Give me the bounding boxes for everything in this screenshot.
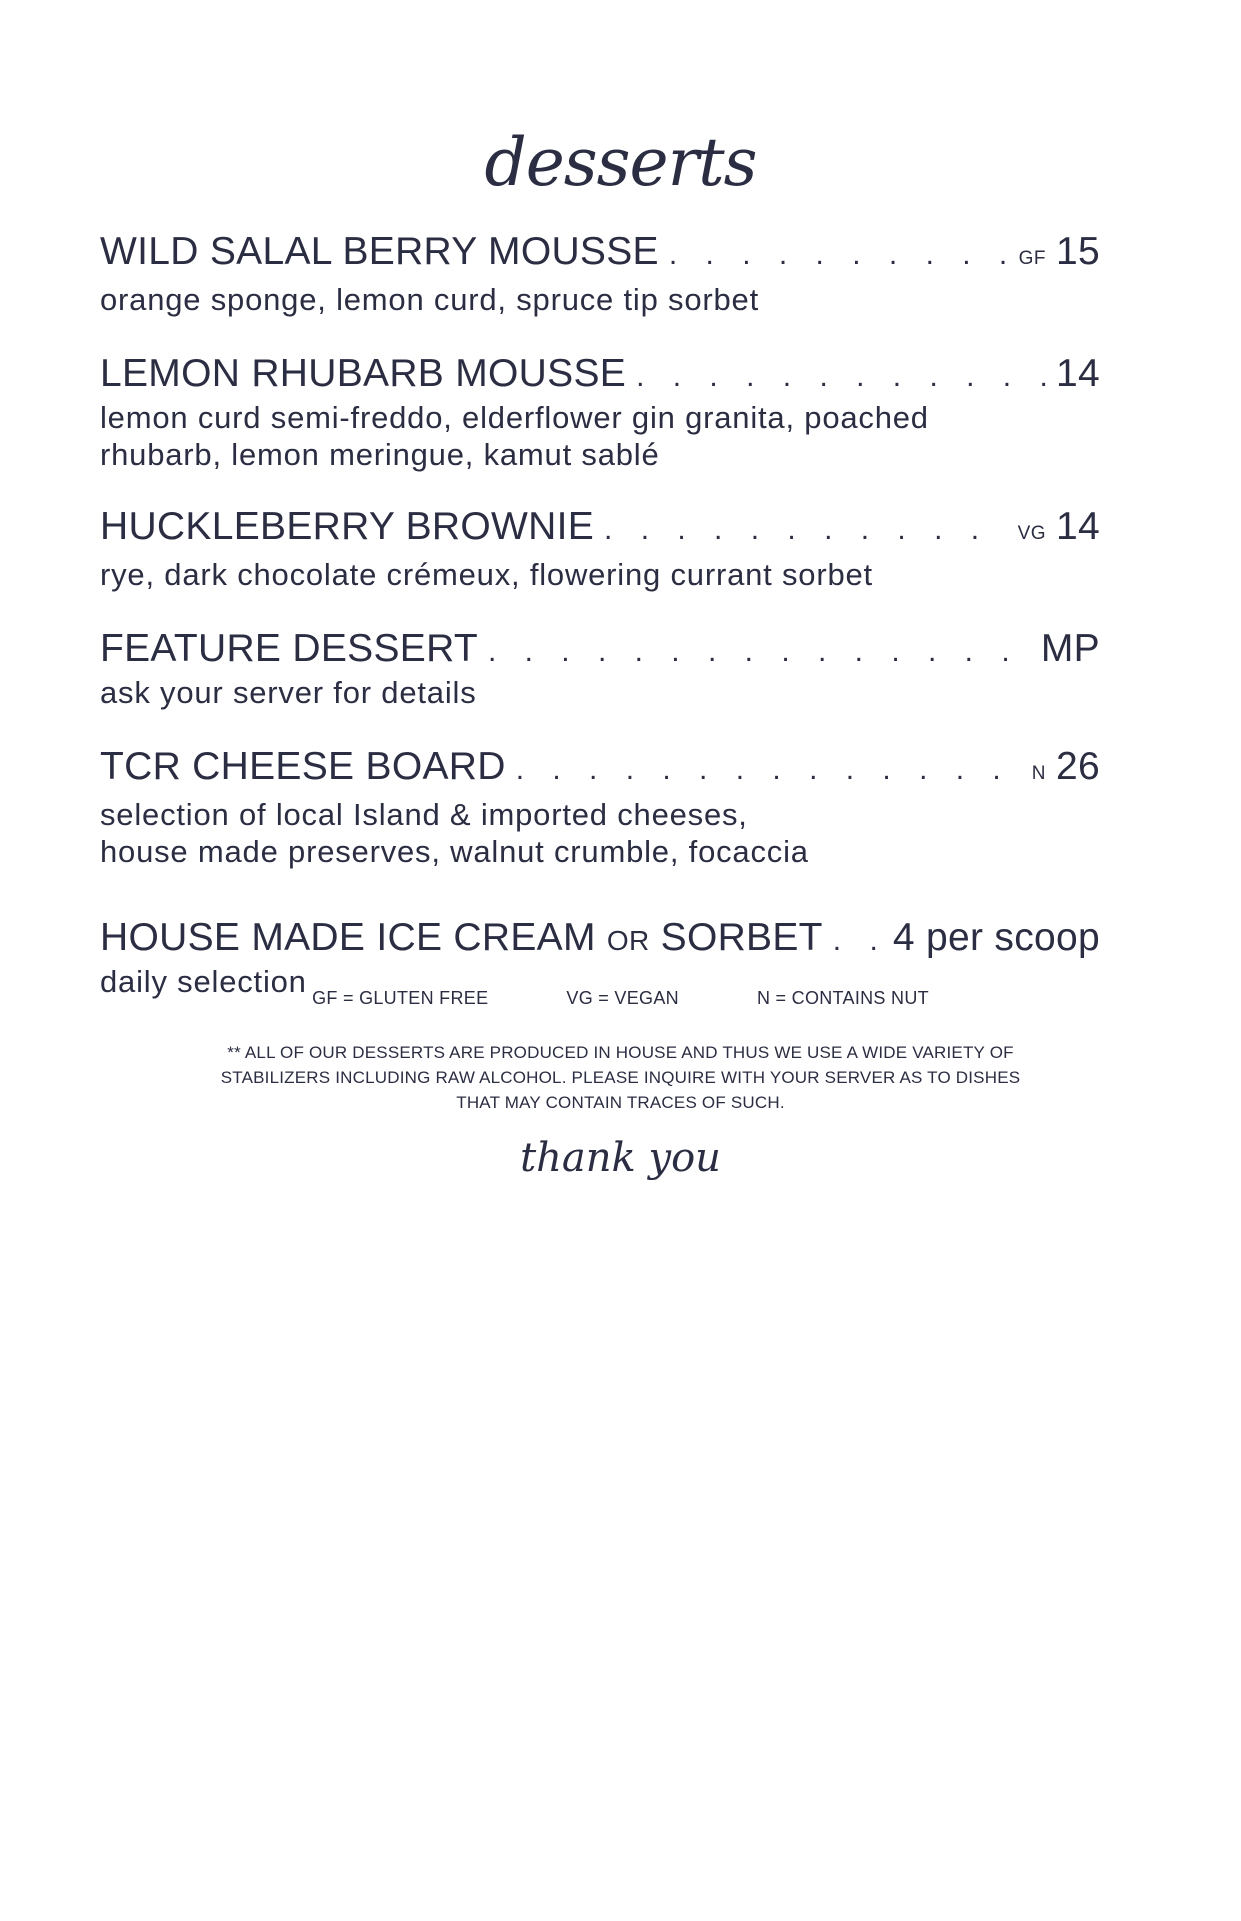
dot-leader — [516, 748, 1022, 792]
menu-item — [100, 627, 1100, 711]
menu-item-description: rhubarb, lemon meringue, kamut sablé — [100, 437, 660, 472]
menu-item-description: house made preserves, walnut crumble, focaccia — [100, 834, 809, 869]
dot-leader — [833, 919, 883, 963]
menu-title: desserts — [484, 124, 757, 201]
notice-line: THAT MAY CONTAIN TRACES OF SUCH. — [456, 1093, 785, 1112]
notice-line: ** ALL OF OUR DESSERTS ARE PRODUCED IN HOUSE AND THUS WE USE A WIDE VARIETY OF — [227, 1043, 1014, 1062]
menu-item-price: MP — [1040, 627, 1100, 670]
menu-item — [100, 352, 1100, 473]
menu-item-header — [100, 627, 1100, 674]
menu-item-name: HUCKLEBERRY BROWNIE — [100, 505, 595, 548]
thank-you-signature: thank you — [520, 1135, 721, 1181]
dietary-tag: N — [1031, 763, 1047, 784]
menu-item-price: 14 — [1056, 352, 1100, 395]
menu-item-description: lemon curd semi-freddo, elderflower gin granita, poached — [100, 400, 929, 435]
menu-item-name: LEMON RHUBARB MOUSSE — [100, 352, 627, 395]
menu-item-name-part: SORBET — [660, 916, 823, 959]
dot-leader — [636, 355, 1046, 399]
legend-contains-nut: N = CONTAINS NUT — [756, 988, 929, 1008]
menu-item — [100, 745, 1100, 870]
menu-item-name: WILD SALAL BERRY MOUSSE — [100, 230, 659, 273]
menu-item-name — [100, 916, 823, 963]
menu-item-name-part: HOUSE MADE ICE CREAM — [100, 916, 596, 959]
menu-item-description: daily selection — [100, 964, 307, 999]
menu-item-name: TCR CHEESE BOARD — [100, 745, 506, 788]
allergen-notice — [190, 1040, 1051, 1115]
dietary-tag: GF — [1018, 248, 1047, 269]
dietary-legend — [0, 988, 1241, 1009]
dessert-list — [100, 230, 1100, 1000]
menu-item — [100, 230, 1100, 318]
menu-item-description: rye, dark chocolate crémeux, flowering currant sorbet — [100, 557, 873, 592]
menu-item-description: orange sponge, lemon curd, spruce tip sorbet — [100, 282, 760, 317]
menu-item-header — [100, 505, 1100, 556]
legend-gluten-free: GF = GLUTEN FREE — [312, 988, 489, 1008]
menu-item — [100, 505, 1100, 593]
menu-item-price: 15 — [1056, 230, 1100, 273]
menu-item-description: selection of local Island & imported cheeses, — [100, 797, 748, 832]
notice-line: STABILIZERS INCLUDING RAW ALCOHOL. PLEASE INQUIRE WITH YOUR SERVER AS TO DISHES — [220, 1068, 1021, 1087]
dot-leader — [604, 508, 1008, 552]
menu-item-header — [100, 916, 1100, 963]
menu-item-header — [100, 230, 1100, 281]
menu-item-header — [100, 352, 1100, 399]
menu-item-price: 14 — [1056, 505, 1100, 548]
menu-item-description: ask your server for details — [100, 675, 477, 710]
menu-item-header — [100, 745, 1100, 796]
dietary-tag: VG — [1017, 523, 1047, 544]
legend-vegan: VG = VEGAN — [566, 988, 679, 1008]
menu-item-price: 4 per scoop — [892, 916, 1100, 959]
dot-leader — [669, 233, 1009, 277]
dot-leader — [488, 630, 1031, 674]
menu-item-price: 26 — [1056, 745, 1100, 788]
menu-item-name: FEATURE DESSERT — [100, 627, 478, 670]
menu-item-name-or: OR — [606, 925, 650, 956]
